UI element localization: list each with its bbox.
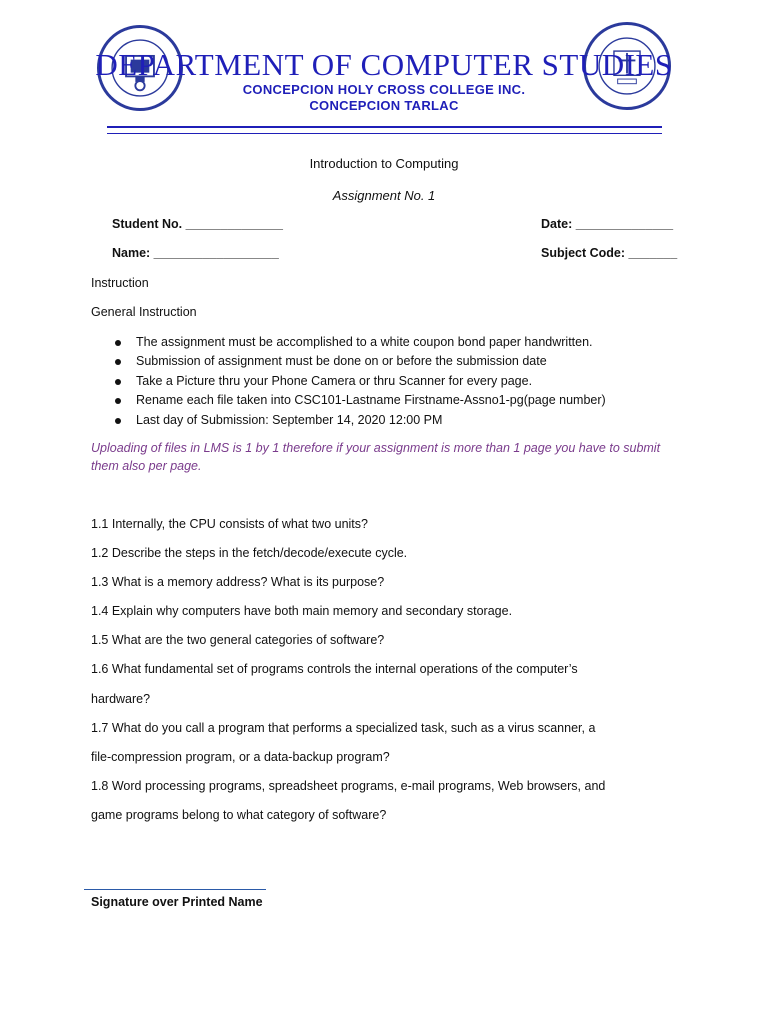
name-field: Name: __________________ <box>112 246 279 260</box>
list-item: Last day of Submission: September 14, 2020 12:00 PM <box>91 411 606 430</box>
list-item: The assignment must be accomplished to a white coupon bond paper handwritten. <box>91 333 606 352</box>
question-item-continued: hardware? <box>91 692 151 706</box>
bullet-icon <box>115 418 121 424</box>
assignment-title: Assignment No. 1 <box>332 188 436 203</box>
upload-note: Uploading of files in LMS is 1 by 1 therefore if your assignment is more than 1 page you have to submit them also per page. <box>91 441 661 473</box>
list-item: Submission of assignment must be done on or before the submission date <box>91 352 606 371</box>
signature-line <box>84 889 266 890</box>
college-name: CONCEPCION HOLY CROSS COLLEGE INC. <box>242 82 526 97</box>
question-item: 1.5 What are the two general categories of software? <box>91 633 385 647</box>
date-field: Date: ______________ <box>541 217 674 231</box>
student-no-field: Student No. ______________ <box>112 217 283 231</box>
department-title: DEPARTMENT OF COMPUTER STUDIES <box>95 47 673 82</box>
question-item: 1.2 Describe the steps in the fetch/decode/execute cycle. <box>91 546 408 560</box>
bullet-icon <box>115 398 121 404</box>
instruction-heading: Instruction <box>91 276 149 290</box>
bullet-icon <box>115 340 121 346</box>
question-item: 1.6 What fundamental set of programs controls the internal operations of the computer’s <box>91 662 578 676</box>
question-item-continued: file-compression program, or a data-backup program? <box>91 750 390 764</box>
list-item: Rename each file taken into CSC101-Lastname Firstname-Assno1-pg(page number) <box>91 391 606 410</box>
instruction-list <box>91 333 606 430</box>
general-instruction-heading: General Instruction <box>91 305 197 319</box>
subject-code-field: Subject Code: _______ <box>541 246 678 260</box>
header-rule-secondary <box>107 133 662 134</box>
header-rule <box>107 126 662 128</box>
college-city: CONCEPCION TARLAC <box>309 98 459 113</box>
signature-label: Signature over Printed Name <box>91 895 263 909</box>
bullet-icon <box>115 359 121 365</box>
question-item: 1.4 Explain why computers have both main memory and secondary storage. <box>91 604 513 618</box>
question-item-continued: game programs belong to what category of software? <box>91 808 387 822</box>
course-title: Introduction to Computing <box>309 156 459 171</box>
question-item: 1.7 What do you call a program that performs a specialized task, such as a virus scanner, a <box>91 721 596 735</box>
question-item: 1.1 Internally, the CPU consists of what two units? <box>91 517 368 531</box>
question-item: 1.3 What is a memory address? What is its purpose? <box>91 575 385 589</box>
question-item: 1.8 Word processing programs, spreadsheet programs, e-mail programs, Web browsers, and <box>91 779 606 793</box>
list-item: Take a Picture thru your Phone Camera or thru Scanner for every page. <box>91 372 606 391</box>
bullet-icon <box>115 379 121 385</box>
